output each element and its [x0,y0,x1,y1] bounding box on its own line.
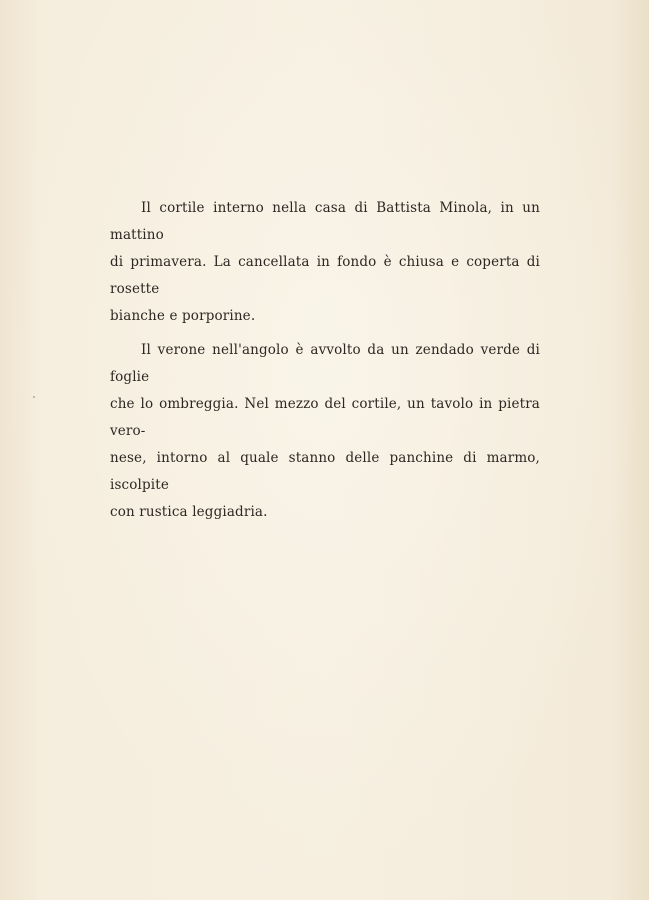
paragraph-2: Il verone nell'angolo è avvolto da un zendado verde di foglie che lo ombreggia. Nel mezzo del cortile, un tavolo in pietra vero- nese, intorno al quale stanno delle panchine di marmo, iscolpite con rustica leggiadria. [110,342,540,520]
paper-speck [33,396,35,398]
stage-direction-text [110,195,540,533]
paragraph-1: Il cortile interno nella casa di Battista Minola, in un mattino di primavera. La cancellata in fondo è chiusa e coperta di rosette bianche e porporine. [110,200,540,324]
